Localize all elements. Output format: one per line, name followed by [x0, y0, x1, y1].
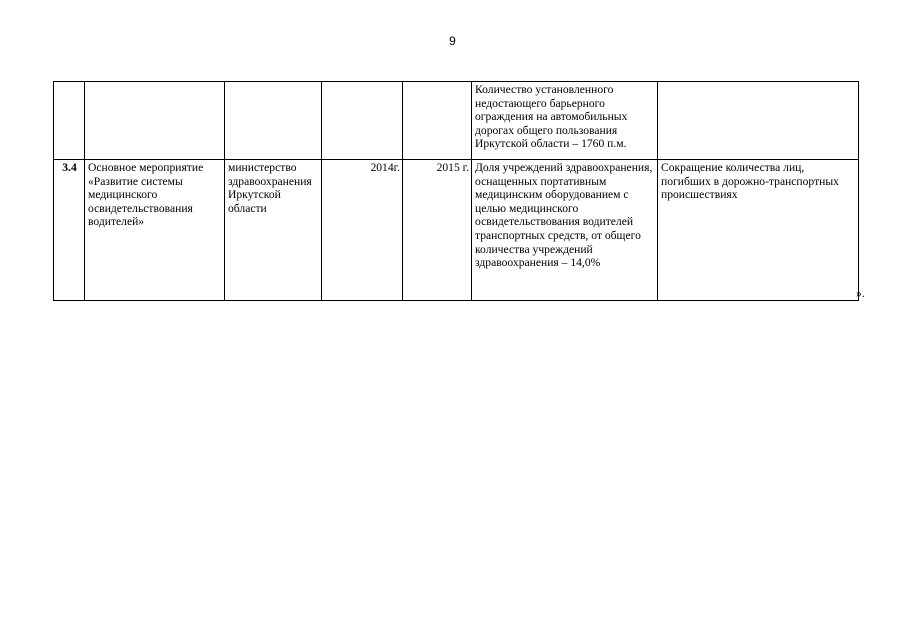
- cell-result: [658, 82, 859, 160]
- cell-start-date: 2014г.: [322, 160, 403, 301]
- table-row: [54, 82, 859, 160]
- cell-start-date: [322, 82, 403, 160]
- closing-quote-mark: ».: [856, 287, 865, 300]
- cell-end-date: 2015 г.: [403, 160, 472, 301]
- cell-executor: [225, 82, 322, 160]
- cell-indicator: Количество установленного недостающего барьерного ограждения на автомобильных дорогах общего пользования Иркутской области – 1760 п.м.: [472, 82, 658, 160]
- cell-measure-name: Основное мероприятие «Развитие системы медицинского освидетельствования водителей»: [85, 160, 225, 301]
- table-row: [54, 160, 859, 301]
- cell-executor: министерство здравоохранения Иркутской области: [225, 160, 322, 301]
- cell-end-date: [403, 82, 472, 160]
- page-number: 9: [449, 34, 456, 48]
- cell-measure-name: [85, 82, 225, 160]
- cell-number: [54, 82, 85, 160]
- cell-indicator: Доля учреждений здравоохранения, оснащенных портативным медицинским оборудованием с целью медицинского освидетельствования водителей транспортных средств, от общего количества учреждений здравоохранения – 14,0%: [472, 160, 658, 301]
- cell-number: 3.4: [54, 160, 85, 301]
- cell-result: Сокращение количества лиц, погибших в дорожно-транспортных происшествиях: [658, 160, 859, 301]
- program-measures-table: [53, 81, 859, 301]
